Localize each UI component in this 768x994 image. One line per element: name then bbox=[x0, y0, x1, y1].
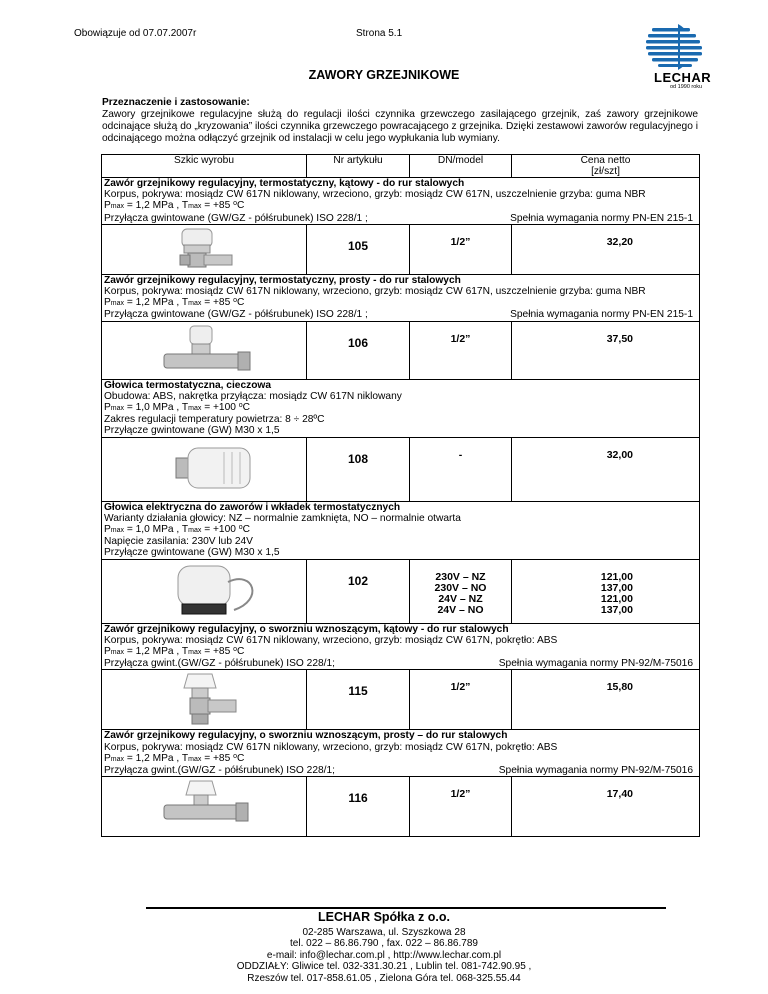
header-price bbox=[512, 155, 700, 178]
tmax-value: = +85 bbox=[201, 646, 234, 658]
pmax-value: = 1,0 MPa , T bbox=[124, 402, 189, 414]
pmax-symbol: P bbox=[104, 200, 111, 212]
product-body: Obudowa: ABS, nakrętka przyłącza: mosiądz CW 617N niklowany bbox=[104, 390, 402, 402]
footer-address: 02-285 Warszawa, ul. Szyszkowa 28 bbox=[302, 926, 466, 938]
electric-actuator-icon bbox=[104, 560, 304, 620]
product-title: Zawór grzejnikowy regulacyjny, o sworzniu wznoszącym, kątowy - do rur stalowych bbox=[104, 623, 509, 635]
product-description-row bbox=[102, 501, 700, 559]
pmax-sub: max bbox=[110, 755, 125, 763]
price: 121,00 bbox=[600, 592, 633, 605]
tmax-sub: max bbox=[188, 405, 202, 413]
product-image-cell bbox=[102, 437, 307, 501]
header-date: Obowiązuje od 07.07.2007r bbox=[74, 28, 197, 39]
pmax-sub: max bbox=[110, 649, 125, 657]
product-connection: Przyłącza gwint.(GW/GZ - półśrubunek) ISO 228/1; bbox=[104, 658, 335, 670]
tmax-value: = +85 bbox=[201, 752, 234, 764]
intro-section bbox=[102, 97, 698, 145]
straight-manual-valve-icon bbox=[104, 777, 304, 833]
product-description-row bbox=[102, 274, 700, 321]
tmax-value: = +100 bbox=[201, 402, 239, 414]
temp-unit: C bbox=[237, 646, 245, 658]
products-table bbox=[101, 154, 700, 837]
header-sketch: Szkic wyrobu bbox=[102, 155, 307, 178]
temp-unit: C bbox=[237, 297, 245, 309]
article-number: 105 bbox=[307, 224, 410, 274]
footer-contact: e-mail: info@lechar.com.pl , http://www.lechar.com.pl bbox=[266, 949, 502, 961]
article-number: 115 bbox=[307, 670, 410, 730]
product-row bbox=[102, 321, 700, 379]
pmax-symbol: P bbox=[104, 297, 111, 309]
degree-sign: o bbox=[233, 200, 237, 208]
product-image-cell bbox=[102, 321, 307, 379]
tmax-value: = +85 bbox=[201, 200, 234, 212]
straight-thermostatic-valve-icon bbox=[104, 322, 304, 376]
pmax-value: = 1,0 MPa , T bbox=[124, 524, 189, 536]
dn-model: 1/2” bbox=[410, 777, 512, 837]
price-list bbox=[512, 559, 700, 623]
logo-brand: LECHAR bbox=[654, 70, 712, 85]
product-connection: Przyłącza gwintowane (GW/GZ - półśrubunek) ISO 228/1 ; bbox=[104, 309, 368, 321]
product-body: Korpus, pokrywa: mosiądz CW 617N niklowany, wrzeciono, grzyb: mosiądz CW 617N, pokrętło: ABS bbox=[104, 634, 558, 646]
product-connection: Przyłącza gwint.(GW/GZ - półśrubunek) ISO 228/1; bbox=[104, 765, 335, 777]
header-article: Nr artykułu bbox=[307, 155, 410, 178]
header-page-number: Strona 5.1 bbox=[356, 28, 403, 39]
product-extra: Napięcie zasilania: 230V lub 24V bbox=[104, 536, 253, 548]
product-title: Głowica elektryczna do zaworów i wkładek termostatycznych bbox=[104, 501, 401, 513]
price: 17,40 bbox=[512, 777, 700, 837]
header-dn: DN/model bbox=[410, 155, 512, 178]
footer-company: LECHAR Spółka z o.o. bbox=[318, 910, 450, 924]
product-row bbox=[102, 670, 700, 730]
temp-unit: C bbox=[237, 200, 245, 212]
product-connection: Przyłącze gwintowane (GW) M30 x 1,5 bbox=[104, 547, 280, 559]
product-norm: Spełnia wymagania normy PN-92/M-75016 bbox=[498, 765, 693, 777]
product-title: Zawór grzejnikowy regulacyjny, termostatyczny, prosty - do rur stalowych bbox=[104, 274, 461, 286]
price: 37,50 bbox=[512, 321, 700, 379]
intro-text: Zawory grzejnikowe regulacyjne służą do regulacji ilości czynnika grzewczego zasilającego grzejnik, zaś zawory grzejnikowe odcinające służą do „kryzowania” ilości czynnika grzewczego powracającego z grzejnika. Dzięki zestawowi zaworów regulacyjnego i odcinającego można odłączyć grzejnik od instalacji w celu jego wypłukania lub wymiany. bbox=[102, 109, 698, 144]
degree-sign: o bbox=[238, 402, 243, 410]
logo-tagline: od 1990 roku bbox=[670, 84, 703, 90]
pmax-sub: max bbox=[110, 405, 125, 413]
product-row bbox=[102, 224, 700, 274]
product-extra: Zakres regulacji temperatury powietrza: 8 ÷ 28ºC bbox=[104, 414, 325, 426]
product-description-row bbox=[102, 178, 700, 225]
product-image-cell bbox=[102, 224, 307, 274]
dn-variant: 230V – NO bbox=[434, 581, 487, 594]
price: 32,00 bbox=[512, 437, 700, 501]
header-price-line2: [zł/szt] bbox=[591, 166, 620, 177]
pmax-symbol: P bbox=[104, 752, 111, 764]
dn-variant: 24V – NZ bbox=[438, 592, 483, 605]
pmax-value: = 1,2 MPa , T bbox=[124, 200, 189, 212]
footer-phone: tel. 022 – 86.86.790 , fax. 022 – 86.86.789 bbox=[290, 938, 478, 949]
product-description-row bbox=[102, 730, 700, 777]
product-connection: Przyłącze gwintowane (GW) M30 x 1,5 bbox=[104, 425, 280, 437]
tmax-sub: max bbox=[188, 755, 202, 763]
article-number: 116 bbox=[307, 777, 410, 837]
product-norm: Spełnia wymagania normy PN-92/M-75016 bbox=[498, 658, 693, 670]
footer-branches: ODDZIAŁY: Gliwice tel. 032-331.30.21 , Lublin tel. 081-742.90.95 , bbox=[236, 961, 532, 972]
product-body: Warianty działania głowicy: NZ – normalnie zamknięta, NO – normalnie otwarta bbox=[104, 512, 461, 524]
footer-divider bbox=[146, 907, 666, 909]
tmax-value: = +100 bbox=[201, 524, 239, 536]
dn-model-list bbox=[410, 559, 512, 623]
table-header-row bbox=[102, 155, 700, 178]
pmax-value: = 1,2 MPa , T bbox=[124, 297, 189, 309]
dn-variant: 24V – NO bbox=[437, 603, 484, 616]
product-title: Głowica termostatyczna, cieczowa bbox=[104, 379, 272, 391]
tmax-sub: max bbox=[188, 203, 202, 211]
header-price-line1: Cena netto bbox=[580, 155, 631, 166]
product-connection: Przyłącza gwintowane (GW/GZ - półśrubunek) ISO 228/1 ; bbox=[104, 212, 368, 224]
temp-unit: C bbox=[242, 524, 251, 536]
degree-sign: o bbox=[238, 524, 243, 532]
product-row bbox=[102, 437, 700, 501]
product-image-cell bbox=[102, 559, 307, 623]
product-body: Korpus, pokrywa: mosiądz CW 617N niklowany, wrzeciono, grzyb: mosiądz CW 617N, uszczelnienie grzyba: guma NBR bbox=[104, 286, 646, 298]
product-row bbox=[102, 559, 700, 623]
dn-model: 1/2” bbox=[410, 670, 512, 730]
price: 15,80 bbox=[512, 670, 700, 730]
pmax-sub: max bbox=[110, 300, 125, 308]
pmax-symbol: P bbox=[104, 402, 111, 414]
product-description-row bbox=[102, 623, 700, 670]
pmax-sub: max bbox=[110, 527, 125, 535]
product-row bbox=[102, 777, 700, 837]
product-description-row bbox=[102, 379, 700, 437]
price: 137,00 bbox=[600, 603, 633, 616]
price: 137,00 bbox=[600, 581, 633, 594]
intro-heading: Przeznaczenie i zastosowanie: bbox=[102, 97, 250, 108]
pmax-symbol: P bbox=[104, 646, 111, 658]
product-title: Zawór grzejnikowy regulacyjny, termostatyczny, kątowy - do rur stalowych bbox=[104, 178, 465, 189]
dn-model: - bbox=[410, 437, 512, 501]
temp-unit: C bbox=[242, 402, 251, 414]
product-body: Korpus, pokrywa: mosiądz CW 617N niklowany, wrzeciono, grzyb: mosiądz CW 617N, uszczelnienie grzyba: guma NBR bbox=[104, 189, 646, 201]
tmax-value: = +85 bbox=[201, 297, 234, 309]
product-norm: Spełnia wymagania normy PN-EN 215-1 bbox=[510, 309, 693, 321]
page-title: ZAWORY GRZEJNIKOWE bbox=[308, 68, 460, 82]
price: 121,00 bbox=[600, 570, 633, 583]
dn-variant: 230V – NZ bbox=[435, 570, 486, 583]
product-image-cell bbox=[102, 670, 307, 730]
degree-sign: o bbox=[233, 297, 237, 305]
degree-sign: o bbox=[233, 646, 237, 654]
pmax-value: = 1,2 MPa , T bbox=[124, 752, 189, 764]
pmax-sub: max bbox=[110, 203, 125, 211]
dn-model: 1/2” bbox=[410, 224, 512, 274]
tmax-sub: max bbox=[188, 527, 202, 535]
article-number: 106 bbox=[307, 321, 410, 379]
tmax-sub: max bbox=[188, 300, 202, 308]
tmax-sub: max bbox=[188, 649, 202, 657]
angle-thermostatic-valve-icon bbox=[104, 225, 304, 271]
article-number: 102 bbox=[307, 559, 410, 623]
product-title: Zawór grzejnikowy regulacyjny, o sworzniu wznoszącym, prosty – do rur stalowych bbox=[104, 730, 508, 742]
thermostatic-head-icon bbox=[104, 438, 304, 498]
price: 32,20 bbox=[512, 224, 700, 274]
product-body: Korpus, pokrywa: mosiądz CW 617N niklowany, wrzeciono, grzyb: mosiądz CW 617N, pokrętło: ABS bbox=[104, 741, 558, 753]
product-norm: Spełnia wymagania normy PN-EN 215-1 bbox=[510, 212, 693, 224]
article-number: 108 bbox=[307, 437, 410, 501]
product-image-cell bbox=[102, 777, 307, 837]
pmax-symbol: P bbox=[104, 524, 111, 536]
pmax-value: = 1,2 MPa , T bbox=[124, 646, 189, 658]
angle-manual-valve-icon bbox=[104, 670, 304, 726]
footer bbox=[0, 912, 768, 984]
temp-unit: C bbox=[237, 752, 245, 764]
dn-model: 1/2” bbox=[410, 321, 512, 379]
degree-sign: o bbox=[233, 752, 237, 760]
footer-branches-2: Rzeszów tel. 017-858.61.05 , Zielona Góra tel. 068-325.55.44 bbox=[247, 972, 521, 984]
